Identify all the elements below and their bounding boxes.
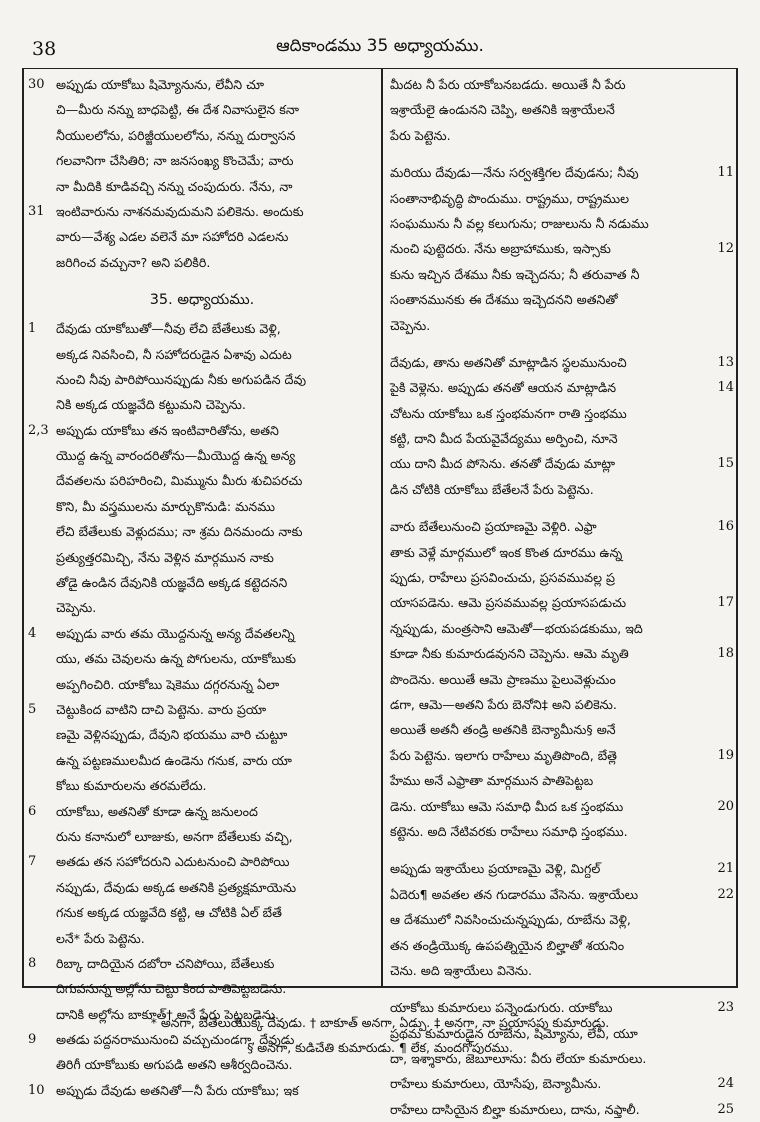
- verse-line: [24, 570, 380, 595]
- paragraph-block: [388, 350, 734, 502]
- left-column: [24, 72, 380, 1103]
- verse-line: [24, 646, 380, 671]
- running-title: ఆదికాండము 35 అధ్యాయము.: [276, 36, 484, 56]
- verse-line: [388, 287, 734, 312]
- verse-text: మరియు దేవుడు—నేను సర్వశక్తిగల దేవుడను; నీవు: [390, 165, 639, 181]
- paragraph-block: [388, 514, 734, 844]
- verse-line: [24, 199, 380, 224]
- verse-text: రును కనానులో లూజుకు, అనగా బేతేలుకు వచ్చి,: [56, 828, 293, 844]
- verse-number: 22: [717, 886, 734, 902]
- verse-text: నా మీదికి కూడివచ్చి నన్ను చంపుదురు. నేను, నా: [56, 178, 293, 194]
- verse-text: దా, ఇశ్శాకారు, జెబూలూను: వీరు లేయా కుమారులు.: [390, 1051, 647, 1067]
- verse-text: అక్కడ నివసించి, నీ సహోదరుడైన ఏశావు ఎదుట: [56, 346, 292, 362]
- verse-text: రిబ్కా దాదియైన దబోరా చనిపోయి, బేతేలుకు: [56, 955, 275, 971]
- verse-number: 18: [717, 646, 734, 662]
- verse-line: [388, 426, 734, 451]
- verse-text: అతడు తన సహోదరుని ఎదుటనుంచి పారిపోయి: [56, 854, 290, 870]
- verse-line: [388, 590, 734, 615]
- paragraph-block: [388, 856, 734, 983]
- verse-line: [24, 595, 380, 620]
- verse-text: దేవతలను పరిహరించి, మిమ్మును మీరు శుచిపరచు: [56, 473, 303, 489]
- page-number: 38: [32, 38, 57, 60]
- verse-line: [24, 799, 380, 824]
- verse-text: ఆ దేశములో నివసించుచున్నప్పుడు, రూబేను వెళ్లి,: [390, 912, 631, 928]
- verse-text: చెను. అది ఇశ్రాయేలు వినెను.: [390, 962, 533, 978]
- verse-line: [388, 1097, 734, 1122]
- footnotes: [22, 1010, 738, 1060]
- verse-text: చెప్పెను.: [390, 317, 431, 333]
- verse-text: లేచి బేతేలుకు వెళ్లుదము; నా శ్రమ దినమందు నాకు: [56, 524, 303, 540]
- verse-line: [24, 392, 380, 417]
- verse-number: 9: [28, 1032, 37, 1048]
- verse-text: కోబు కుమారులను తరమలేదు.: [56, 778, 207, 794]
- verse-number: 13: [717, 354, 734, 370]
- verse-text: తన తండ్రియొక్క ఉపపత్నియైన బిల్హాతో శయనిం: [390, 937, 625, 953]
- verse-text: యు, తమ చెవులను ఉన్న పోగులను, యాకోబుకు: [56, 651, 297, 667]
- verse-text: రాహేలు దాసియైన బిల్హా కుమారులు, దాను, నఫ్తాలీ.: [390, 1101, 640, 1117]
- verse-line: [388, 819, 734, 844]
- verse-number: 6: [28, 803, 37, 819]
- verse-text: అయితే అతనీ తండ్రి అతనికి బెన్యామీను§ అనే: [390, 722, 616, 738]
- verse-number: 8: [28, 955, 37, 971]
- verse-line: [388, 717, 734, 742]
- verse-text: కును ఇచ్చిన దేశము నీకు ఇచ్చెదను; నీ తరువాత నీ: [390, 266, 640, 282]
- verse-number: 19: [717, 747, 734, 763]
- verse-line: [24, 672, 380, 697]
- verse-line: [24, 926, 380, 951]
- verse-line: [388, 540, 734, 565]
- verse-text: యు దాని మీద పోసెను. తనతో దేవుడు మాట్లా: [390, 456, 616, 472]
- verse-line: [24, 773, 380, 798]
- verse-text: చి—మీరు నన్ను బాధపెట్టి, ఈ దేశ నివాసులైన కనా: [56, 102, 299, 118]
- verse-line: [388, 262, 734, 287]
- verse-text: రాహేలు కుమారులు, యోసేపు, బెన్యామీను.: [390, 1076, 602, 1092]
- column-divider: [381, 68, 383, 986]
- verse-line: [388, 768, 734, 793]
- verse-line: [24, 875, 380, 900]
- verse-line: [24, 519, 380, 544]
- verse-line: [388, 236, 734, 261]
- verse-line: [24, 900, 380, 925]
- verse-text: అప్పుడు యాకోబు షిమ్యోనును, లేవీని చూ: [56, 77, 265, 92]
- verse-line: [388, 616, 734, 641]
- verse-text: అప్పుడు ఇశ్రాయేలు ప్రయాణమై వెళ్లి, మిగ్దల్: [390, 861, 601, 877]
- verse-text: డెను. యాకోబు ఆమె సమాధి మీద ఒక స్తంభము: [390, 798, 624, 814]
- verse-line: [388, 375, 734, 400]
- verse-line: [388, 350, 734, 375]
- verse-line: [388, 160, 734, 185]
- paragraph-block: [24, 316, 380, 1103]
- verse-line: [24, 148, 380, 173]
- verse-line: [24, 849, 380, 874]
- verse-number: 21: [717, 861, 734, 877]
- verse-line: [388, 1071, 734, 1096]
- verse-text: యాసపడెను. ఆమె ప్రసవమువల్ల ప్రయాసపడుచు: [390, 595, 627, 611]
- verse-line: [24, 443, 380, 468]
- verse-line: [388, 477, 734, 502]
- verse-line: [24, 250, 380, 275]
- verse-line: [24, 174, 380, 199]
- verse-text: యాకోబు, అతనితో కూడా ఉన్న జనులంద: [56, 803, 258, 819]
- verse-line: [24, 367, 380, 392]
- verse-line: [388, 451, 734, 476]
- verse-number: 7: [28, 854, 37, 870]
- verse-line: [388, 123, 734, 148]
- verse-line: [24, 468, 380, 493]
- verse-text: కూడా నీకు కుమారుడవునని చెప్పెను. ఆమె మృతి: [390, 646, 629, 662]
- verse-text: తిరిగీ యాకోబుకు అగుపడి అతని ఆశీర్వదించెను.: [56, 1057, 293, 1073]
- verse-text: ణమై వెళ్లినప్పుడు, దేవుని భయము వారి చుట్టూ: [56, 727, 288, 743]
- paragraph-block: [24, 72, 380, 275]
- verse-text: ఏదెరు¶ అవతల తన గుడారము వేసెను. ఇశ్రాయేలు: [390, 886, 639, 902]
- verse-text: నీయులలోను, పరిజ్జీయులలోను, నన్ను దుర్వాసన: [56, 127, 296, 143]
- verse-text: తాకు వెళ్లే మార్గములో ఇంక కొంత దూరము ఉన్న: [390, 544, 623, 560]
- verse-number: 16: [717, 519, 734, 535]
- verse-text: ఇశ్రాయేలై ఉండునని చెప్పి, అతనికి ఇశ్రాయేలనే: [390, 102, 615, 118]
- verse-line: [388, 692, 734, 717]
- verse-text: దేవుడు యాకోబుతో—నీవు లేచి బేతేలుకు వెళ్లి,: [56, 321, 281, 337]
- verse-line: [388, 97, 734, 122]
- verse-text: యొద్ద ఉన్న వారందరితోను—మీయొద్ద ఉన్న అన్య: [56, 448, 296, 464]
- verse-text: అప్పగించిరి. యాకోబు షెకెము దగ్గరనున్న ఏలా: [56, 676, 280, 692]
- verse-text: అప్పుడు దేవుడు అతనితో—నీ పేరు యాకోబు; ఇక: [56, 1082, 299, 1098]
- verse-text: నికి అక్కడ యజ్ఞవేది కట్టుమని చెప్పెను.: [56, 397, 246, 413]
- verse-line: [24, 342, 380, 367]
- verse-text: పొందెను. అయితే ఆమె ప్రాణము పైలువెళ్లుచుం: [390, 671, 616, 687]
- verse-text: యాకోబు కుమారులు పన్నెండుగురు. యాకోబు: [390, 1000, 613, 1016]
- verse-line: [24, 97, 380, 122]
- verse-text: చెప్పెను.: [56, 600, 97, 616]
- verse-line: [24, 418, 380, 443]
- verse-text: అప్పుడు యాకోబు తన ఇంటివారితోను, అతని: [56, 422, 279, 438]
- verse-text: హేము అనే ఎఫ్రాతా మార్గమున పాతిపెట్టబ: [390, 773, 594, 789]
- verse-line: [388, 641, 734, 666]
- verse-number: 11: [717, 165, 734, 181]
- page-header: [22, 30, 738, 69]
- verse-line: [24, 545, 380, 570]
- verse-text: సంతానమునకు ఈ దేశము ఇచ్చెదనని అతనితో: [390, 292, 618, 308]
- footnote-line: § అనగా, కుడిచేతి కుమారుడు. ¶ లేక, మందగోపురము.: [247, 1040, 513, 1055]
- verse-line: [388, 743, 734, 768]
- verse-number: 15: [717, 456, 734, 472]
- verse-text: డిన చోటికి యాకోబు బేతేలనే పేరు పెట్టెను.: [390, 481, 594, 497]
- verse-text: నుంచి నీవు పారిపోయినప్పుడు నీకు అగుపడిన దేవు: [56, 371, 307, 387]
- verse-text: గలవానిగా చేసితిరి; నా జనసంఖ్య కొంచెమే; వారు: [56, 153, 294, 169]
- verse-line: [24, 621, 380, 646]
- verse-number: 30: [28, 77, 45, 92]
- verse-line: [388, 514, 734, 539]
- verse-text: లనే* పేరు పెట్టెను.: [56, 930, 145, 946]
- verse-number: 23: [717, 1000, 734, 1016]
- verse-text: చోటను యాకోబు ఒక స్తంభమనగా రాతి స్తంభము: [390, 405, 627, 421]
- verse-text: ఉన్న పట్టణములమీద ఉండెను గనుక, వారు యా: [56, 752, 292, 768]
- verse-line: [388, 667, 734, 692]
- verse-text: వారు—వేశ్య ఎడల వలెనే మా సహోదరి ఎడలను: [56, 229, 289, 245]
- verse-text: పేరు పెట్టెను.: [390, 127, 451, 143]
- verse-line: [388, 958, 734, 983]
- verse-text: సంతానాభివృద్ధి పొందుము. రాష్ట్రము, రాష్ట్రముల: [390, 190, 629, 206]
- verse-number: 10: [28, 1082, 45, 1098]
- verse-text: చెట్టుకింద వాటిని దాచి పెట్టెను. వారు ప్రయా: [56, 701, 267, 717]
- verse-text: పేరు పెట్టెను. ఇలాగు రాహేలు మృతిపొంది, బేత్లె: [390, 747, 617, 763]
- verse-line: [388, 882, 734, 907]
- verse-number: 5: [28, 701, 37, 717]
- verse-number: 31: [28, 203, 45, 219]
- right-column: [388, 72, 734, 1122]
- footnote-line: * అనగా, బేతేలుయొక్క దేవుడు. † బాకూత్ అనగా, ఏడ్పు. ‡ అనగా, నా ప్రయాసపు కుమారుడు.: [150, 1015, 610, 1030]
- verse-text: కట్టి, దాని మీద పేయవైవేద్యము అర్పించి, నూనె: [390, 431, 618, 447]
- verse-line: [24, 316, 380, 341]
- verse-text: ప్రథమ కుమారుడైన రూబేను, షిమ్యోను, లేవీ, యూ: [390, 1025, 638, 1041]
- verse-text: నుంచి పుట్టెదరు. నేను అబ్రాహాముకు, ఇస్సాకు: [390, 241, 611, 257]
- paragraph-block: [388, 160, 734, 338]
- verse-line: [388, 313, 734, 338]
- verse-text: దేవుడు, తాను అతనితో మాట్లాడిన స్థలమునుంచి: [390, 354, 627, 370]
- verse-line: [24, 976, 380, 1001]
- verse-line: [24, 951, 380, 976]
- verse-line: [24, 824, 380, 849]
- verse-line: [388, 565, 734, 590]
- verse-text: న్నప్పుడు, మంత్రసాని ఆమెతో—భయపడకుము, ఇది: [390, 620, 643, 636]
- verse-text: పైకి వెళ్లెను. అప్పుడు తనతో ఆయన మాట్లాడిన: [390, 380, 617, 396]
- verse-line: [24, 748, 380, 773]
- verse-text: నప్పుడు, దేవుడు అక్కడ అతనికి ప్రత్యక్షమాయెను: [56, 879, 297, 895]
- paragraph-block: [388, 72, 734, 148]
- verse-text: వారు బేతేలునుంచి ప్రయాణమై వెళ్లిరి. ఎఫ్రా: [390, 519, 597, 535]
- chapter-heading: 35. అధ్యాయము.: [149, 292, 255, 309]
- verse-line: [24, 123, 380, 148]
- verse-line: [24, 722, 380, 747]
- verse-line: [388, 856, 734, 881]
- verse-line: [24, 1078, 380, 1103]
- verse-number: 14: [717, 380, 734, 396]
- verse-number: 12: [717, 241, 734, 257]
- verse-line: [24, 224, 380, 249]
- verse-text: అప్పుడు వారు తమ యొద్దనున్న అన్య దేవతలన్ని: [56, 625, 295, 641]
- verse-text: ప్పుడు, రాహేలు ప్రసవించుచు, ప్రసవమువల్ల ప్ర: [390, 570, 616, 586]
- verse-line: [388, 211, 734, 236]
- verse-text: దానికి అల్లోను బాకూత్† అనే పేరు పెట్టబడెను.: [56, 1006, 280, 1022]
- verse-number: 24: [717, 1076, 734, 1092]
- verse-text: తోడై ఉండిన దేవునికి యజ్ఞవేది అక్కడ కట్టెదనని: [56, 575, 288, 591]
- verse-number: 25: [717, 1101, 734, 1117]
- verse-number: 20: [717, 798, 734, 814]
- verse-text: ఇంటివారును నాశనమవుదుమని పలికెను. అందుకు: [56, 203, 304, 219]
- verse-number: 17: [717, 595, 734, 611]
- verse-line: [24, 697, 380, 722]
- verse-text: ప్రత్యుత్తరమిచ్చి, నేను వెళ్లిన మార్గమున నాకు: [56, 549, 274, 565]
- verse-line: [388, 186, 734, 211]
- verse-text: దిగువనున్న అల్లోను చెట్టు కింద పాతిపెట్టబడెను.: [56, 981, 287, 997]
- verse-line: [388, 401, 734, 426]
- verse-number: 1: [28, 321, 37, 337]
- right-border-rule: [736, 68, 738, 986]
- verse-text: అతడు పద్దనరామునుంచి వచ్చుచుండగా, దేవుడు: [56, 1032, 295, 1048]
- verse-text: సంఘమును నీ వల్ల కలుగును; రాజులును నీ నడుము: [390, 215, 649, 231]
- verse-text: మీదట నీ పేరు యాకోబనబడదు. అయితే నీ పేరు: [390, 77, 626, 92]
- verse-line: [388, 72, 734, 97]
- verse-text: డగా, ఆమె—అతని పేరు బెనోని‡ అని పలికెను.: [390, 696, 617, 712]
- verse-line: [388, 933, 734, 958]
- verse-line: [388, 907, 734, 932]
- verse-text: కొని, మీ వస్త్రములను మార్చుకొనుడి: మనము: [56, 498, 275, 514]
- verse-line: [24, 494, 380, 519]
- verse-text: కట్టెను. అది నేటివరకు రాహేలు సమాధి స్తంభము.: [390, 823, 628, 839]
- verse-line: [24, 72, 380, 97]
- verse-number: 4: [28, 625, 37, 641]
- verse-text: జరిగించ వచ్చునా? అని పలికిరి.: [56, 254, 211, 270]
- verse-text: గనుక అక్కడ యజ్ఞవేది కట్టి, ఆ చోటికి ఏల్ బేతే: [56, 905, 282, 921]
- verse-line: [388, 794, 734, 819]
- verse-number: 2,3: [28, 422, 49, 438]
